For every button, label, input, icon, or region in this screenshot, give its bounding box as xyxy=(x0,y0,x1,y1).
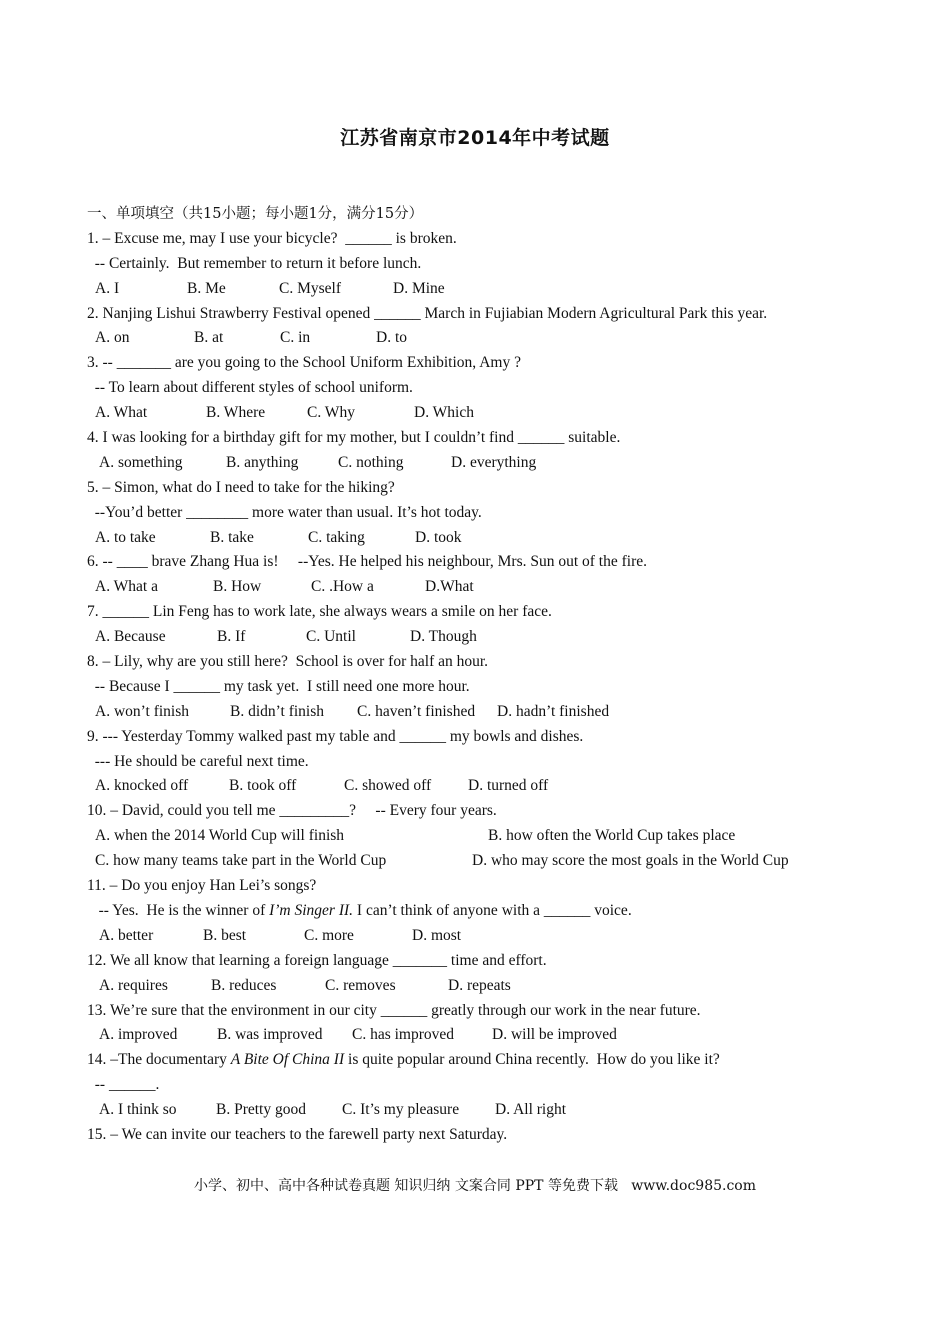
question-list xyxy=(87,202,867,1148)
question-6-options xyxy=(87,575,867,600)
option-a: A. I xyxy=(95,279,120,297)
reply-text-start: -- Yes. He is the winner of xyxy=(87,901,270,919)
question-1-stem: 1. – Excuse me, may I use your bicycle? ______ is broken. xyxy=(87,229,457,247)
question-10-options-row2 xyxy=(87,849,867,874)
option-b: B. Pretty good xyxy=(216,1101,306,1119)
question-12-stem: 12. We all know that learning a foreign language _______ time and effort. xyxy=(87,951,547,969)
option-d: D. All right xyxy=(495,1101,567,1119)
question-7-options xyxy=(87,625,867,650)
question-6-stem: 6. -- ____ brave Zhang Hua is! --Yes. He helped his neighbour, Mrs. Sun out of the fire. xyxy=(87,553,648,571)
reply-text-end: I can’t think of anyone with a ______ voice. xyxy=(353,901,632,919)
option-c: C. It’s my pleasure xyxy=(342,1101,460,1119)
question-9-stem: 9. --- Yesterday Tommy walked past my table and ______ my bowls and dishes. xyxy=(87,727,584,745)
option-b: B. at xyxy=(194,329,224,347)
option-d: D. turned off xyxy=(468,777,549,795)
question-3-options xyxy=(87,401,867,426)
question-13-stem: 13. We’re sure that the environment in our city ______ greatly through our work in the near future. xyxy=(87,1001,701,1019)
option-b: B. how often the World Cup takes place xyxy=(488,827,736,845)
option-d: D. will be improved xyxy=(492,1026,617,1044)
question-2-stem: 2. Nanjing Lishui Strawberry Festival opened ______ March in Fujiabian Modern Agricultural Park this year. xyxy=(87,304,768,322)
question-8-options xyxy=(87,700,867,725)
option-d: D. who may score the most goals in the World Cup xyxy=(472,852,789,870)
option-b: B. How xyxy=(213,578,262,596)
option-a: A. improved xyxy=(99,1026,178,1044)
question-14-stem xyxy=(87,1048,867,1073)
option-c: C. Myself xyxy=(279,279,341,297)
question-11-stem: 11. – Do you enjoy Han Lei’s songs? xyxy=(87,877,317,895)
option-c: C. nothing xyxy=(338,453,404,471)
option-a: A. What a xyxy=(95,578,158,596)
documentary-title: A Bite Of China II xyxy=(230,1051,345,1069)
option-c: C. how many teams take part in the World Cup xyxy=(95,852,387,870)
question-14-reply: -- ______. xyxy=(87,1076,160,1094)
question-10-options-row1 xyxy=(87,824,867,849)
option-c: C. Why xyxy=(307,404,355,422)
option-b: B. Where xyxy=(206,404,266,422)
option-c: C. taking xyxy=(308,528,365,546)
option-b: B. reduces xyxy=(211,976,277,994)
option-b: B. didn’t finish xyxy=(230,702,325,720)
question-1-options xyxy=(87,277,867,302)
option-b: B. was improved xyxy=(217,1026,323,1044)
option-d: D. hadn’t finished xyxy=(497,702,610,720)
question-9-reply: --- He should be careful next time. xyxy=(87,752,309,770)
page-title: 江苏省南京市2014年中考试题 xyxy=(340,127,610,149)
stem-text-end: is quite popular around China recently. How do you like it? xyxy=(344,1051,720,1069)
question-11-options xyxy=(87,924,867,949)
option-c: C. has improved xyxy=(352,1026,455,1044)
option-c: C. .How a xyxy=(311,578,374,596)
option-d: D. took xyxy=(415,528,462,546)
option-c: C. removes xyxy=(325,976,396,994)
song-title: I’m Singer II. xyxy=(269,901,354,919)
option-a: A. What xyxy=(95,404,148,422)
option-a: A. knocked off xyxy=(95,777,189,795)
option-b: B. anything xyxy=(226,453,299,471)
option-d: D. Mine xyxy=(393,279,445,297)
option-b: B. best xyxy=(203,926,247,944)
question-4-options xyxy=(87,451,867,476)
question-8-reply: -- Because I ______ my task yet. I still need one more hour. xyxy=(87,677,470,695)
option-d: D. most xyxy=(412,926,462,944)
question-10-stem: 10. – David, could you tell me _________? -- Every four years. xyxy=(87,802,497,820)
question-14-options xyxy=(87,1098,867,1123)
option-a: A. I think so xyxy=(99,1101,177,1119)
option-b: B. If xyxy=(217,628,246,646)
question-5-stem: 5. – Simon, what do I need to take for the hiking? xyxy=(87,478,395,496)
option-a: A. requires xyxy=(99,976,168,994)
option-d: D. everything xyxy=(451,453,537,471)
option-c: C. haven’t finished xyxy=(357,702,476,720)
page-footer: 小学、初中、高中各种试卷真题 知识归纳 文案合同 PPT 等免费下载 www.doc985.com xyxy=(193,1178,756,1194)
question-1-reply: -- Certainly. But remember to return it before lunch. xyxy=(87,254,422,272)
option-d: D. Though xyxy=(410,628,477,646)
option-d: D. to xyxy=(376,329,407,347)
question-13-options xyxy=(87,1023,867,1048)
question-9-options xyxy=(87,774,867,799)
question-3-stem: 3. -- _______ are you going to the School Uniform Exhibition, Amy ? xyxy=(87,354,521,372)
option-d: D. Which xyxy=(414,404,474,422)
section-heading: 一、单项填空（共15小题；每小题1分，满分15分） xyxy=(87,206,424,222)
question-12-options xyxy=(87,974,867,999)
question-7-stem: 7. ______ Lin Feng has to work late, she always wears a smile on her face. xyxy=(87,603,552,621)
option-a: A. on xyxy=(95,329,130,347)
option-b: B. took off xyxy=(229,777,297,795)
option-c: C. Until xyxy=(306,628,356,646)
question-2-options xyxy=(87,326,867,351)
option-a: A. when the 2014 World Cup will finish xyxy=(95,827,345,845)
question-3-reply: -- To learn about different styles of school uniform. xyxy=(87,379,413,397)
option-a: A. something xyxy=(99,453,183,471)
question-15-stem: 15. – We can invite our teachers to the farewell party next Saturday. xyxy=(87,1125,508,1143)
option-a: A. won’t finish xyxy=(95,702,190,720)
option-b: B. Me xyxy=(187,279,226,297)
question-4-stem: 4. I was looking for a birthday gift for my mother, but I couldn’t find ______ suitable. xyxy=(87,429,621,447)
option-d: D. repeats xyxy=(448,976,511,994)
question-8-stem: 8. – Lily, why are you still here? School is over for half an hour. xyxy=(87,653,489,671)
question-5-options xyxy=(87,526,867,551)
option-c: C. showed off xyxy=(344,777,432,795)
option-c: C. more xyxy=(304,926,354,944)
option-d: D.What xyxy=(425,578,474,596)
option-b: B. take xyxy=(210,528,254,546)
option-a: A. Because xyxy=(95,628,166,646)
stem-text-start: 14. –The documentary xyxy=(87,1051,231,1069)
option-a: A. to take xyxy=(95,528,156,546)
option-a: A. better xyxy=(99,926,154,944)
question-5-reply: --You’d better ________ more water than usual. It’s hot today. xyxy=(87,503,482,521)
option-c: C. in xyxy=(280,329,311,347)
question-11-reply xyxy=(87,899,867,924)
